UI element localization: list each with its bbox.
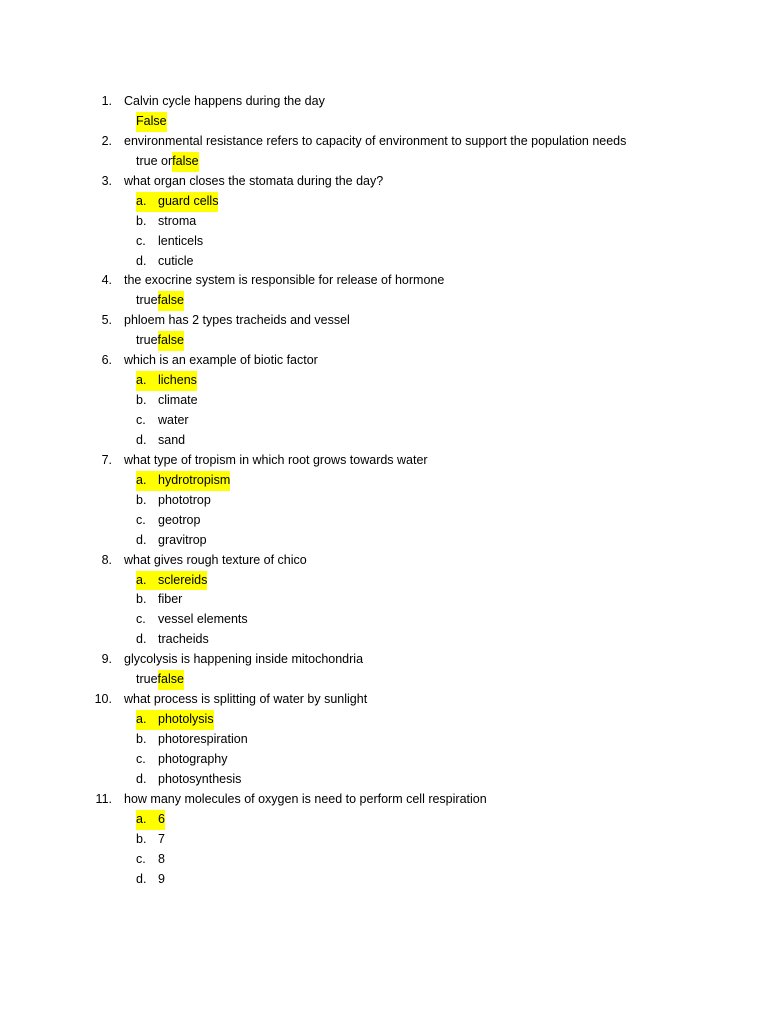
- option-text: fiber: [158, 592, 183, 607]
- question-text: the exocrine system is responsible for release of hormone: [124, 273, 445, 288]
- option-row: [0, 511, 768, 531]
- option: [136, 411, 189, 431]
- question-number: 7.: [101, 452, 112, 467]
- question-text: environmental resistance refers to capacity of environment to support the population needs: [124, 133, 627, 148]
- option-letter: d.: [136, 432, 147, 447]
- highlighted-option: [136, 571, 207, 591]
- option-row: [0, 431, 768, 451]
- option: [136, 491, 211, 511]
- question-number: 5.: [101, 313, 112, 328]
- option-text: cuticle: [158, 253, 194, 268]
- option-letter: c.: [136, 512, 146, 527]
- option-text: vessel elements: [158, 612, 248, 627]
- option-letter: d.: [136, 632, 147, 647]
- option-text: 7: [158, 831, 165, 846]
- option-row: [0, 531, 768, 551]
- option-letter: b.: [136, 213, 147, 228]
- option-letter: b.: [136, 732, 147, 746]
- option-text: lichens: [158, 373, 197, 388]
- question-row: [0, 311, 768, 331]
- answer-prefix: true: [136, 333, 158, 348]
- answer-line: [0, 291, 768, 311]
- option-letter: d.: [136, 771, 147, 786]
- option-text: tracheids: [158, 632, 209, 647]
- question-number: 8.: [101, 552, 112, 567]
- option-text: gravitrop: [158, 532, 207, 547]
- option-row: [0, 870, 768, 890]
- highlighted-option: [136, 471, 230, 491]
- highlighted-option: [136, 810, 165, 830]
- option: [136, 830, 165, 850]
- option-row: [0, 471, 768, 491]
- option-letter: c.: [136, 851, 146, 866]
- answer-prefix: true: [136, 293, 158, 308]
- option-letter: b.: [136, 492, 147, 507]
- option-row: [0, 850, 768, 870]
- option: [136, 531, 207, 551]
- option-letter: c.: [136, 612, 146, 627]
- option-letter: b.: [136, 393, 147, 408]
- question-text: glycolysis is happening inside mitochondria: [124, 652, 364, 667]
- option-row: [0, 750, 768, 770]
- question-row: [0, 172, 768, 192]
- question-number: 10.: [94, 692, 112, 707]
- option-text: geotrop: [158, 512, 201, 527]
- question-number: 2.: [101, 133, 112, 148]
- option-row: [0, 232, 768, 252]
- option-letter: d.: [136, 532, 147, 547]
- option: [136, 770, 241, 790]
- option-letter: a.: [136, 373, 147, 388]
- question-text: what gives rough texture of chico: [124, 552, 307, 567]
- option-text: phototrop: [158, 492, 211, 507]
- option: [136, 232, 203, 252]
- option-letter: a.: [136, 193, 147, 208]
- option-row: [0, 730, 768, 750]
- option: [136, 610, 248, 630]
- option: [136, 850, 165, 870]
- question-text: what type of tropism in which root grows towards water: [124, 452, 428, 467]
- option-letter: b.: [136, 831, 147, 846]
- answer-prefix: true: [136, 672, 158, 687]
- highlighted-option: [136, 710, 214, 730]
- option: [136, 212, 196, 232]
- option: [136, 590, 182, 610]
- option-text: 8: [158, 851, 165, 866]
- question-number: 6.: [101, 353, 112, 368]
- option-row: [0, 491, 768, 511]
- option-letter: a.: [136, 712, 147, 727]
- question-row: [0, 92, 768, 112]
- option-text: photosynthesis: [158, 771, 242, 786]
- answer-line: [0, 152, 768, 172]
- question-row: [0, 351, 768, 371]
- option-row: [0, 810, 768, 830]
- highlighted-answer: false: [172, 152, 198, 172]
- option-row: [0, 371, 768, 391]
- option-row: [0, 192, 768, 212]
- highlighted-answer: False: [136, 112, 167, 132]
- option-letter: a.: [136, 472, 147, 487]
- option-row: [0, 571, 768, 591]
- question-row: [0, 551, 768, 571]
- question-number: 4.: [101, 273, 112, 288]
- option: [136, 252, 193, 272]
- question-text: Calvin cycle happens during the day: [124, 94, 325, 108]
- option-text: guard cells: [158, 193, 219, 208]
- option-row: [0, 610, 768, 630]
- option-row: [0, 391, 768, 411]
- option-row: [0, 411, 768, 431]
- option-text: lenticels: [158, 233, 204, 248]
- option-text: sand: [158, 432, 186, 447]
- option-row: [0, 630, 768, 650]
- question-list: [0, 92, 768, 890]
- option-text: stroma: [158, 213, 197, 228]
- question-row: [0, 650, 768, 670]
- highlighted-answer: false: [158, 331, 184, 351]
- highlighted-option: [136, 371, 197, 391]
- question-number: 3.: [101, 173, 112, 188]
- option-text: photorespiration: [158, 732, 248, 746]
- option-letter: c.: [136, 413, 146, 427]
- option-text: hydrotropism: [158, 472, 231, 487]
- option: [136, 750, 228, 770]
- answer-line: [0, 670, 768, 690]
- answer-line: [0, 112, 768, 132]
- question-text: what process is splitting of water by sunlight: [124, 692, 368, 707]
- highlighted-answer: false: [158, 291, 184, 311]
- answer-line: [0, 331, 768, 351]
- question-text: what organ closes the stomata during the day?: [124, 173, 384, 188]
- question-row: [0, 132, 768, 152]
- option-row: [0, 710, 768, 730]
- option-letter: b.: [136, 592, 147, 607]
- option-text: photography: [158, 751, 228, 766]
- question-row: [0, 790, 768, 810]
- option-letter: a.: [136, 572, 147, 587]
- question-number: 1.: [101, 94, 112, 108]
- option-row: [0, 590, 768, 610]
- question-text: how many molecules of oxygen is need to perform cell respiration: [124, 791, 487, 806]
- option: [136, 630, 209, 650]
- question-row: [0, 451, 768, 471]
- question-row: [0, 271, 768, 291]
- question-number: 11.: [95, 791, 112, 806]
- option: [136, 431, 185, 451]
- option-text: 6: [158, 811, 165, 826]
- highlighted-option: [136, 192, 218, 212]
- option-letter: d.: [136, 871, 147, 886]
- option: [136, 391, 198, 411]
- option-text: climate: [158, 393, 198, 408]
- option-letter: c.: [136, 233, 146, 248]
- option-text: water: [158, 413, 189, 427]
- option-row: [0, 252, 768, 272]
- option: [136, 511, 200, 531]
- question-number: 9.: [101, 652, 112, 667]
- option-text: 9: [158, 871, 165, 886]
- option: [136, 870, 165, 890]
- option: [136, 730, 248, 750]
- option-letter: a.: [136, 811, 147, 826]
- option-row: [0, 770, 768, 790]
- question-text: phloem has 2 types tracheids and vessel: [124, 313, 350, 328]
- option-text: photolysis: [158, 712, 214, 727]
- question-row: [0, 690, 768, 710]
- highlighted-answer: false: [158, 670, 184, 690]
- answer-prefix: true or: [136, 153, 173, 168]
- question-text: which is an example of biotic factor: [124, 353, 318, 368]
- option-letter: d.: [136, 253, 147, 268]
- option-row: [0, 212, 768, 232]
- option-letter: c.: [136, 751, 146, 766]
- option-row: [0, 830, 768, 850]
- option-text: sclereids: [158, 572, 208, 587]
